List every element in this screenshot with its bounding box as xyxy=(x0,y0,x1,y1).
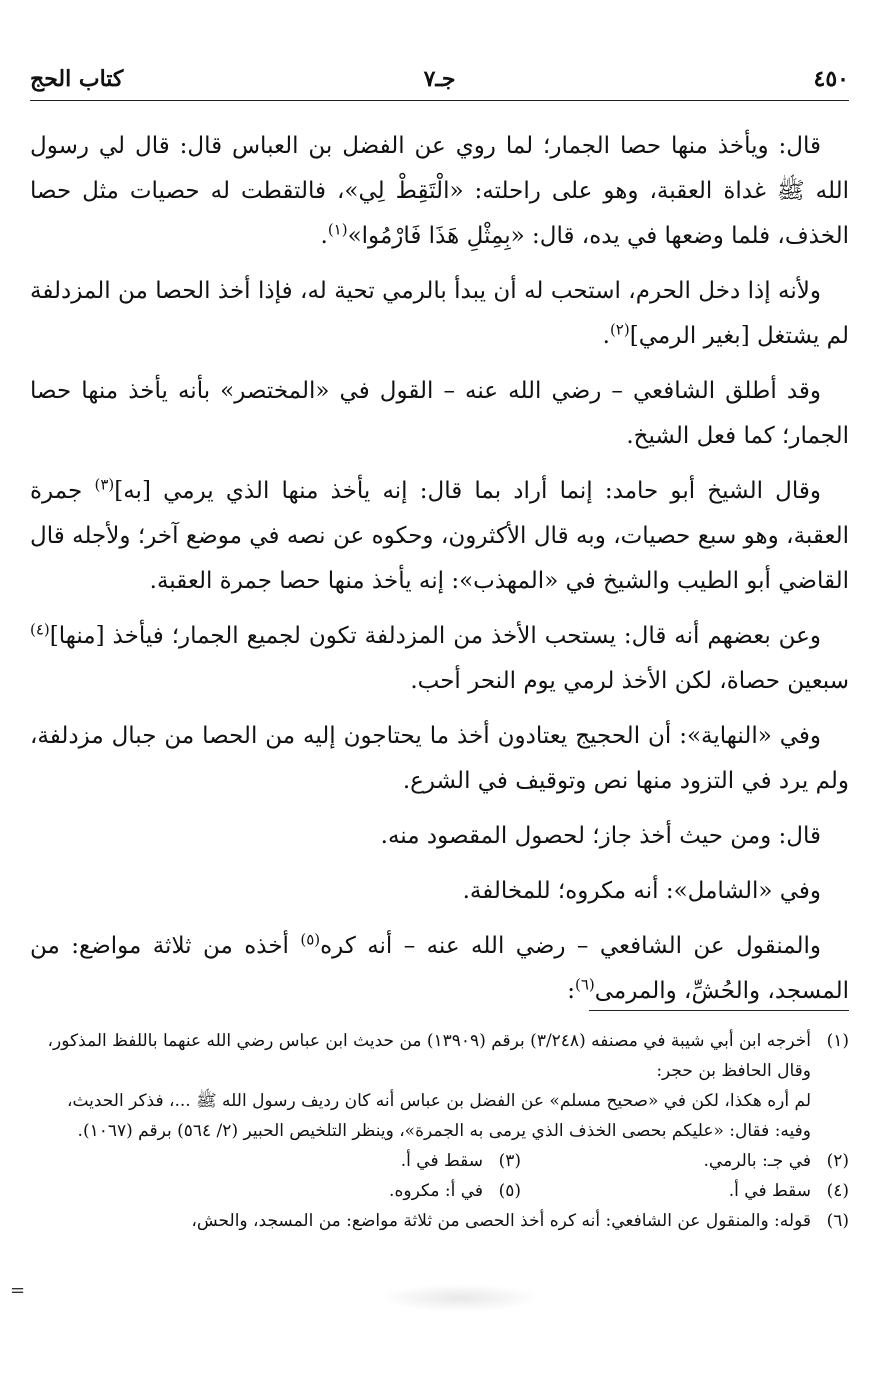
footnote-4-number: (٤) xyxy=(826,1181,849,1201)
book-title: كتاب الحج xyxy=(30,66,124,92)
footnote-divider xyxy=(589,1010,849,1011)
footnote-ref-2[interactable]: (٢) xyxy=(609,320,630,339)
footnote-6-text: قوله: والمنقول عن الشافعي: أنه كره أخذ الحصى من ثلاثة مواضع: من المسجد، والحش، xyxy=(191,1211,811,1231)
paragraph-2 xyxy=(30,269,849,359)
footnotes xyxy=(30,1026,849,1236)
footnote-1 xyxy=(30,1026,849,1086)
footnote-ref-3[interactable]: (٣) xyxy=(94,475,115,494)
paragraph-1-text: قال: ويأخذ منها حصا الجمار؛ لما روي عن الفضل بن العباس قال: قال لي رسول الله ﷺ غداة العقبة، وهو على راحلته: «الْتَقِطْ لِي»، فالتقطت له حصيات مثل حصا الخذف، فلما وضعها في يده، قال: «بِمِثْلِ هَذَا فَارْمُوا» xyxy=(30,133,849,249)
paragraph-4-text-b: جمرة العقبة، وهو سبع حصيات، وبه قال الأكثرون، وحكوه عن نصه في موضع آخر؛ ولأجله قال القاضي أبو الطيب والشيخ في «المهذب»: إنه يأخذ منها حصا جمرة العقبة. xyxy=(30,478,849,594)
paragraph-6: وفي «النهاية»: أن الحجيج يعتادون أخذ ما يحتاجون إليه من الحصا من جبال مزدلفة، ولم يرد في التزود منها نص وتوقيف في الشرع. xyxy=(30,723,849,794)
footnote-1-text: أخرجه ابن أبي شيبة في مصنفه (٣/٢٤٨) برقم (١٣٩٠٩) من حديث ابن عباس رضي الله عنهما باللفظ المذكور، وقال الحافظ بن حجر: xyxy=(47,1031,811,1081)
footnote-ref-1[interactable]: (١) xyxy=(327,220,348,239)
footnote-2-text: في جـ: بالرمي. xyxy=(703,1151,811,1171)
footnote-2 xyxy=(521,1146,849,1176)
footnote-3-text: سقط في أ. xyxy=(400,1151,483,1171)
footnote-4 xyxy=(521,1176,849,1206)
book-page xyxy=(30,0,849,1373)
paragraph-5 xyxy=(30,614,849,704)
footnote-3 xyxy=(193,1146,521,1176)
footnote-5-text: في أ: مكروه. xyxy=(389,1181,483,1201)
footnote-5-number: (٥) xyxy=(498,1181,521,1201)
paragraph-9-end: : xyxy=(567,978,575,1004)
footnote-3-number: (٣) xyxy=(498,1151,521,1171)
header-divider xyxy=(30,100,849,101)
running-header xyxy=(30,62,849,102)
paragraph-5-text-b: سبعين حصاة، لكن الأخذ لرمي يوم النحر أحب. xyxy=(410,668,849,694)
paragraph-2-end: . xyxy=(602,323,610,349)
footnote-ref-6[interactable]: (٦) xyxy=(574,975,595,994)
paragraph-9-text-b: أخذه من ثلاثة مواضع: من المسجد، والحُشِّ، والمرمى xyxy=(30,933,849,1004)
footnote-2-number: (٢) xyxy=(826,1151,849,1171)
page-number: ٤٥٠ xyxy=(813,66,849,92)
paragraph-4 xyxy=(30,469,849,604)
footnote-row-2-3 xyxy=(30,1146,849,1176)
footnote-6-number: (٦) xyxy=(826,1211,849,1231)
paragraph-1 xyxy=(30,124,849,259)
paragraph-1-end: . xyxy=(320,223,328,249)
main-text xyxy=(30,124,849,1024)
footnote-row-4-5 xyxy=(30,1176,849,1206)
paragraph-3: وقد أطلق الشافعي – رضي الله عنه – القول في «المختصر» بأنه يأخذ منها حصا الجمار؛ كما فعل الشيخ. xyxy=(30,378,849,449)
footnote-ref-5[interactable]: (٥) xyxy=(300,930,321,949)
paragraph-9 xyxy=(30,924,849,1014)
footnote-6 xyxy=(30,1206,849,1236)
paragraph-2-text: ولأنه إذا دخل الحرم، استحب له أن يبدأ بالرمي تحية له، فإذا أخذ الحصا من المزدلفة لم يشتغل [بغير الرمي] xyxy=(30,278,849,349)
footnote-ref-4[interactable]: (٤) xyxy=(30,620,50,639)
margin-mark: = xyxy=(10,1280,26,1301)
footnote-1-number: (١) xyxy=(826,1031,849,1051)
footnote-4-text: سقط في أ. xyxy=(728,1181,811,1201)
paragraph-4-text-a: وقال الشيخ أبو حامد: إنما أراد بما قال: إنه يأخذ منها الذي يرمي [به] xyxy=(114,478,821,504)
paragraph-5-text-a: وعن بعضهم أنه قال: يستحب الأخذ من المزدلفة تكون لجميع الجمار؛ فيأخذ [منها] xyxy=(49,623,821,649)
paragraph-9-text-a: والمنقول عن الشافعي – رضي الله عنه – أنه كره xyxy=(320,933,821,959)
paragraph-8: وفي «الشامل»: أنه مكروه؛ للمخالفة. xyxy=(462,878,821,904)
footnote-5 xyxy=(193,1176,521,1206)
footnote-1-quote: لم أره هكذا، لكن في «صحيح مسلم» عن الفضل بن عباس أنه كان رديف رسول الله ﷺ ...، فذكر الحديث، وفيه: فقال: «عليكم بحصى الخذف الذي يرمى به الجمرة»، وينظر التلخيص الحبير (٢/ ٥٦٤) برقم (١٠٦٧). xyxy=(66,1091,811,1141)
scan-smudge xyxy=(380,1284,540,1312)
paragraph-7: قال: ومن حيث أخذ جاز؛ لحصول المقصود منه. xyxy=(380,823,821,849)
volume-label: جـ٧ xyxy=(423,66,456,92)
